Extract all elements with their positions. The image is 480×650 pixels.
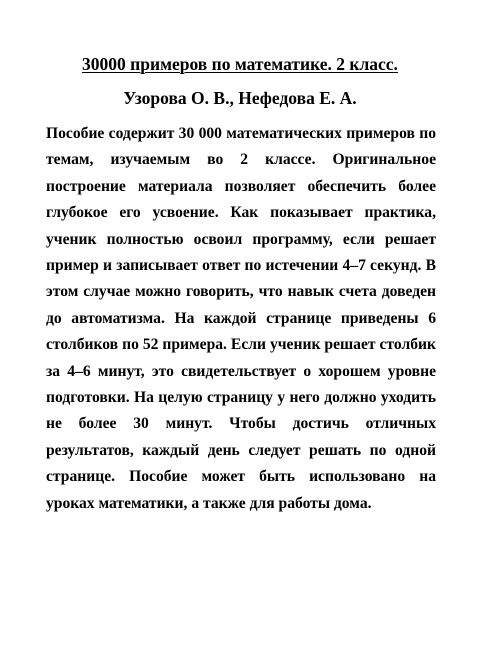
document-description: Пособие содержит 30 000 математических примеров по темам, изучаемым во 2 классе. Оригинальное построение материала позволяет обеспечить более глубокое его усвоение. Как показывает практика, ученик полностью освоил программу, если решает пример и записывает ответ по истечении 4–7 секунд. В этом случае можно говорить, что навык счета доведен до автоматизма. На каждой странице приведены 6 столбиков по 52 примера. Если ученик решает столбик за 4–6 минут, это свидетельствует о хорошем уровне подготовки. На целую страницу у него должно уходить не более 30 минут. Чтобы достичь отличных результатов, каждый день следует решать по одной странице. Пособие может быть использовано на уроках математики, а также для работы дома.: [46, 125, 436, 512]
document-authors: Узорова О. В., Нефедова Е. А.: [123, 88, 357, 108]
document-title: 30000 примеров по математике. 2 класс.: [82, 54, 398, 74]
